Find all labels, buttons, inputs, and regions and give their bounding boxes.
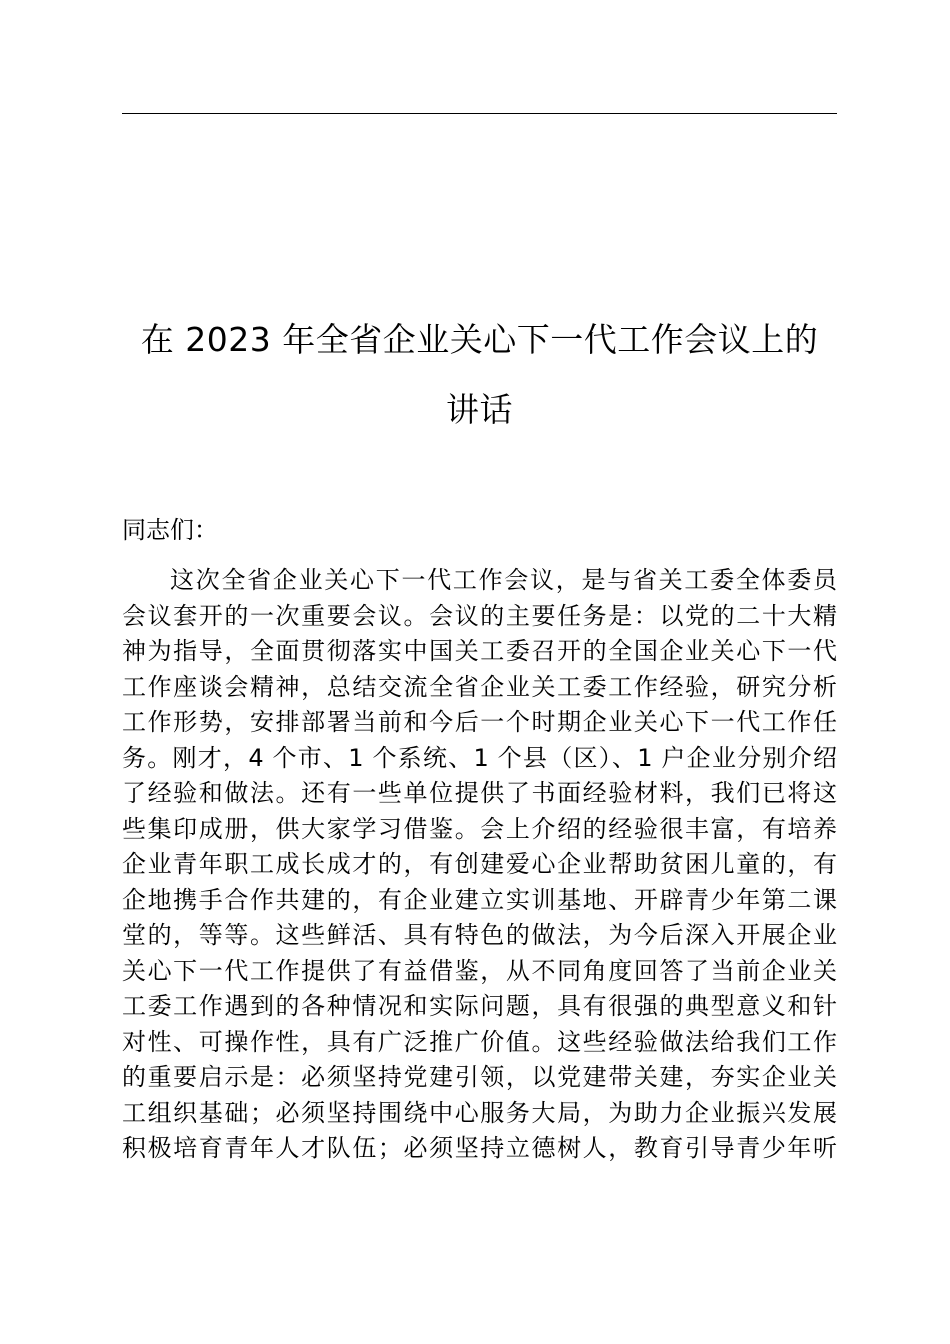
body-paragraph: [122, 563, 837, 1167]
body-line: 些集印成册，供大家学习借鉴。会上介绍的经验很丰富，有培养: [122, 814, 837, 843]
body-line: 关心下一代工作提供了有益借鉴，从不同角度回答了当前企业关: [122, 956, 837, 985]
title-line-2: 讲话: [446, 390, 513, 429]
body-line: 企地携手合作共建的，有企业建立实训基地、开辟青少年第二课: [122, 885, 837, 914]
body-line: 神为指导，全面贯彻落实中国关工委召开的全国企业关心下一代: [122, 637, 837, 665]
body-line: 对性、可操作性，具有广泛推广价值。这些经验做法给我们工作: [122, 1027, 837, 1056]
body-line: 积极培育青年人才队伍；必须坚持立德树人，教育引导青少年听: [122, 1134, 837, 1162]
body-line: 的重要启示是：必须坚持党建引领，以党建带关建，夯实企业关: [122, 1063, 837, 1091]
body-line: 堂的，等等。这些鲜活、具有特色的做法，为今后深入开展企业: [122, 921, 837, 949]
body-line: 务。刚才，4 个市、1 个系统、1 个县（区）、1 户企业分别介绍: [122, 743, 837, 772]
body-line: 工组织基础；必须坚持围绕中心服务大局，为助力企业振兴发展: [122, 1098, 837, 1127]
body-line: 工作座谈会精神，总结交流全省企业关工委工作经验，研究分析: [122, 672, 837, 701]
document-title: [122, 305, 837, 445]
body-line: 工委工作遇到的各种情况和实际问题，具有很强的典型意义和针: [122, 992, 837, 1020]
salutation: 同志们：: [122, 516, 218, 544]
body-line: 这次全省企业关心下一代工作会议，是与省关工委全体委员: [170, 566, 837, 594]
body-line: 了经验和做法。还有一些单位提供了书面经验材料，我们已将这: [122, 779, 837, 807]
body-line: 企业青年职工成长成才的，有创建爱心企业帮助贫困儿童的，有: [122, 850, 837, 878]
body-line: 会议套开的一次重要会议。会议的主要任务是：以党的二十大精: [122, 601, 837, 630]
title-line-1: 在 2023 年全省企业关心下一代工作会议上的: [140, 320, 819, 359]
header-rule: [122, 113, 837, 114]
body-line: 工作形势，安排部署当前和今后一个时期企业关心下一代工作任: [122, 708, 837, 736]
